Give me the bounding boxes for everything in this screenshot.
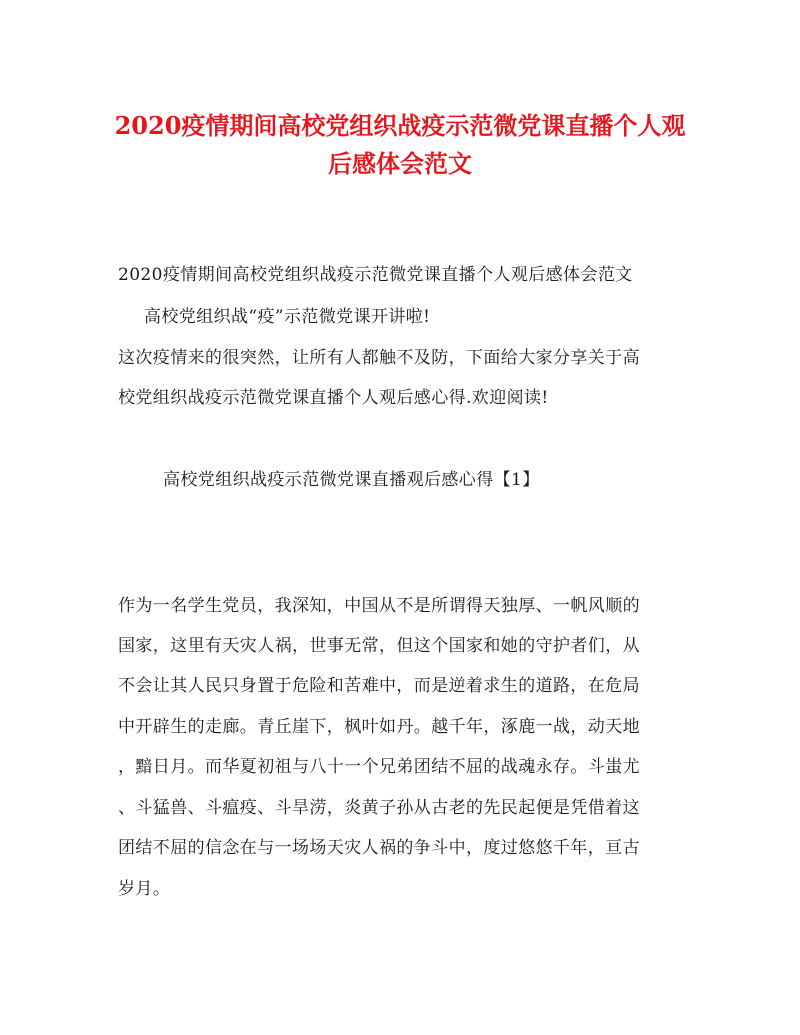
paragraph-line-6: 、斗猛兽、斗瘟疫、斗旱涝，炎黄子孙从古老的先民起便是凭借着这 bbox=[118, 798, 640, 818]
intro-headline: 高校党组织战“疫”示范微党课开讲啦! bbox=[144, 307, 431, 327]
paragraph-line-4: 中开辟生的走廊。青丘崖下，枫叶如丹。越千年，涿鹿一战，动天地 bbox=[118, 717, 640, 737]
section-heading: 高校党组织战疫示范微党课直播观后感心得【1】 bbox=[163, 470, 540, 490]
document-title-line-1: 2020疫情期间高校党组织战疫示范微党课直播个人观 bbox=[114, 111, 686, 140]
paragraph-line-2: 国家，这里有天灾人祸，世事无常，但这个国家和她的守护者们，从 bbox=[118, 636, 640, 656]
paragraph-line-5: ，黯日月。而华夏初祖与八十一个兄弟团结不屈的战魂永存。斗蚩尤 bbox=[118, 757, 640, 777]
paragraph-line-8: 岁月。 bbox=[118, 879, 171, 899]
document-title-line-2: 后感体会范文 bbox=[328, 149, 472, 178]
paragraph-line-3: 不会让其人民只身置于危险和苦难中，而是逆着求生的道路，在危局 bbox=[118, 676, 640, 696]
paragraph-line-1: 作为一名学生党员，我深知，中国从不是所谓得天独厚、一帆风顺的 bbox=[118, 596, 640, 616]
intro-line-2: 校党组织战疫示范微党课直播个人观后感心得.欢迎阅读! bbox=[118, 388, 549, 408]
intro-line-1: 这次疫情来的很突然，让所有人都触不及防，下面给大家分享关于高 bbox=[118, 348, 640, 368]
intro-subtitle: 2020疫情期间高校党组织战疫示范微党课直播个人观后感体会范文 bbox=[118, 265, 633, 285]
paragraph-line-7: 团结不屈的信念在与一场场天灾人祸的争斗中，度过悠悠千年，亘古 bbox=[118, 838, 640, 858]
